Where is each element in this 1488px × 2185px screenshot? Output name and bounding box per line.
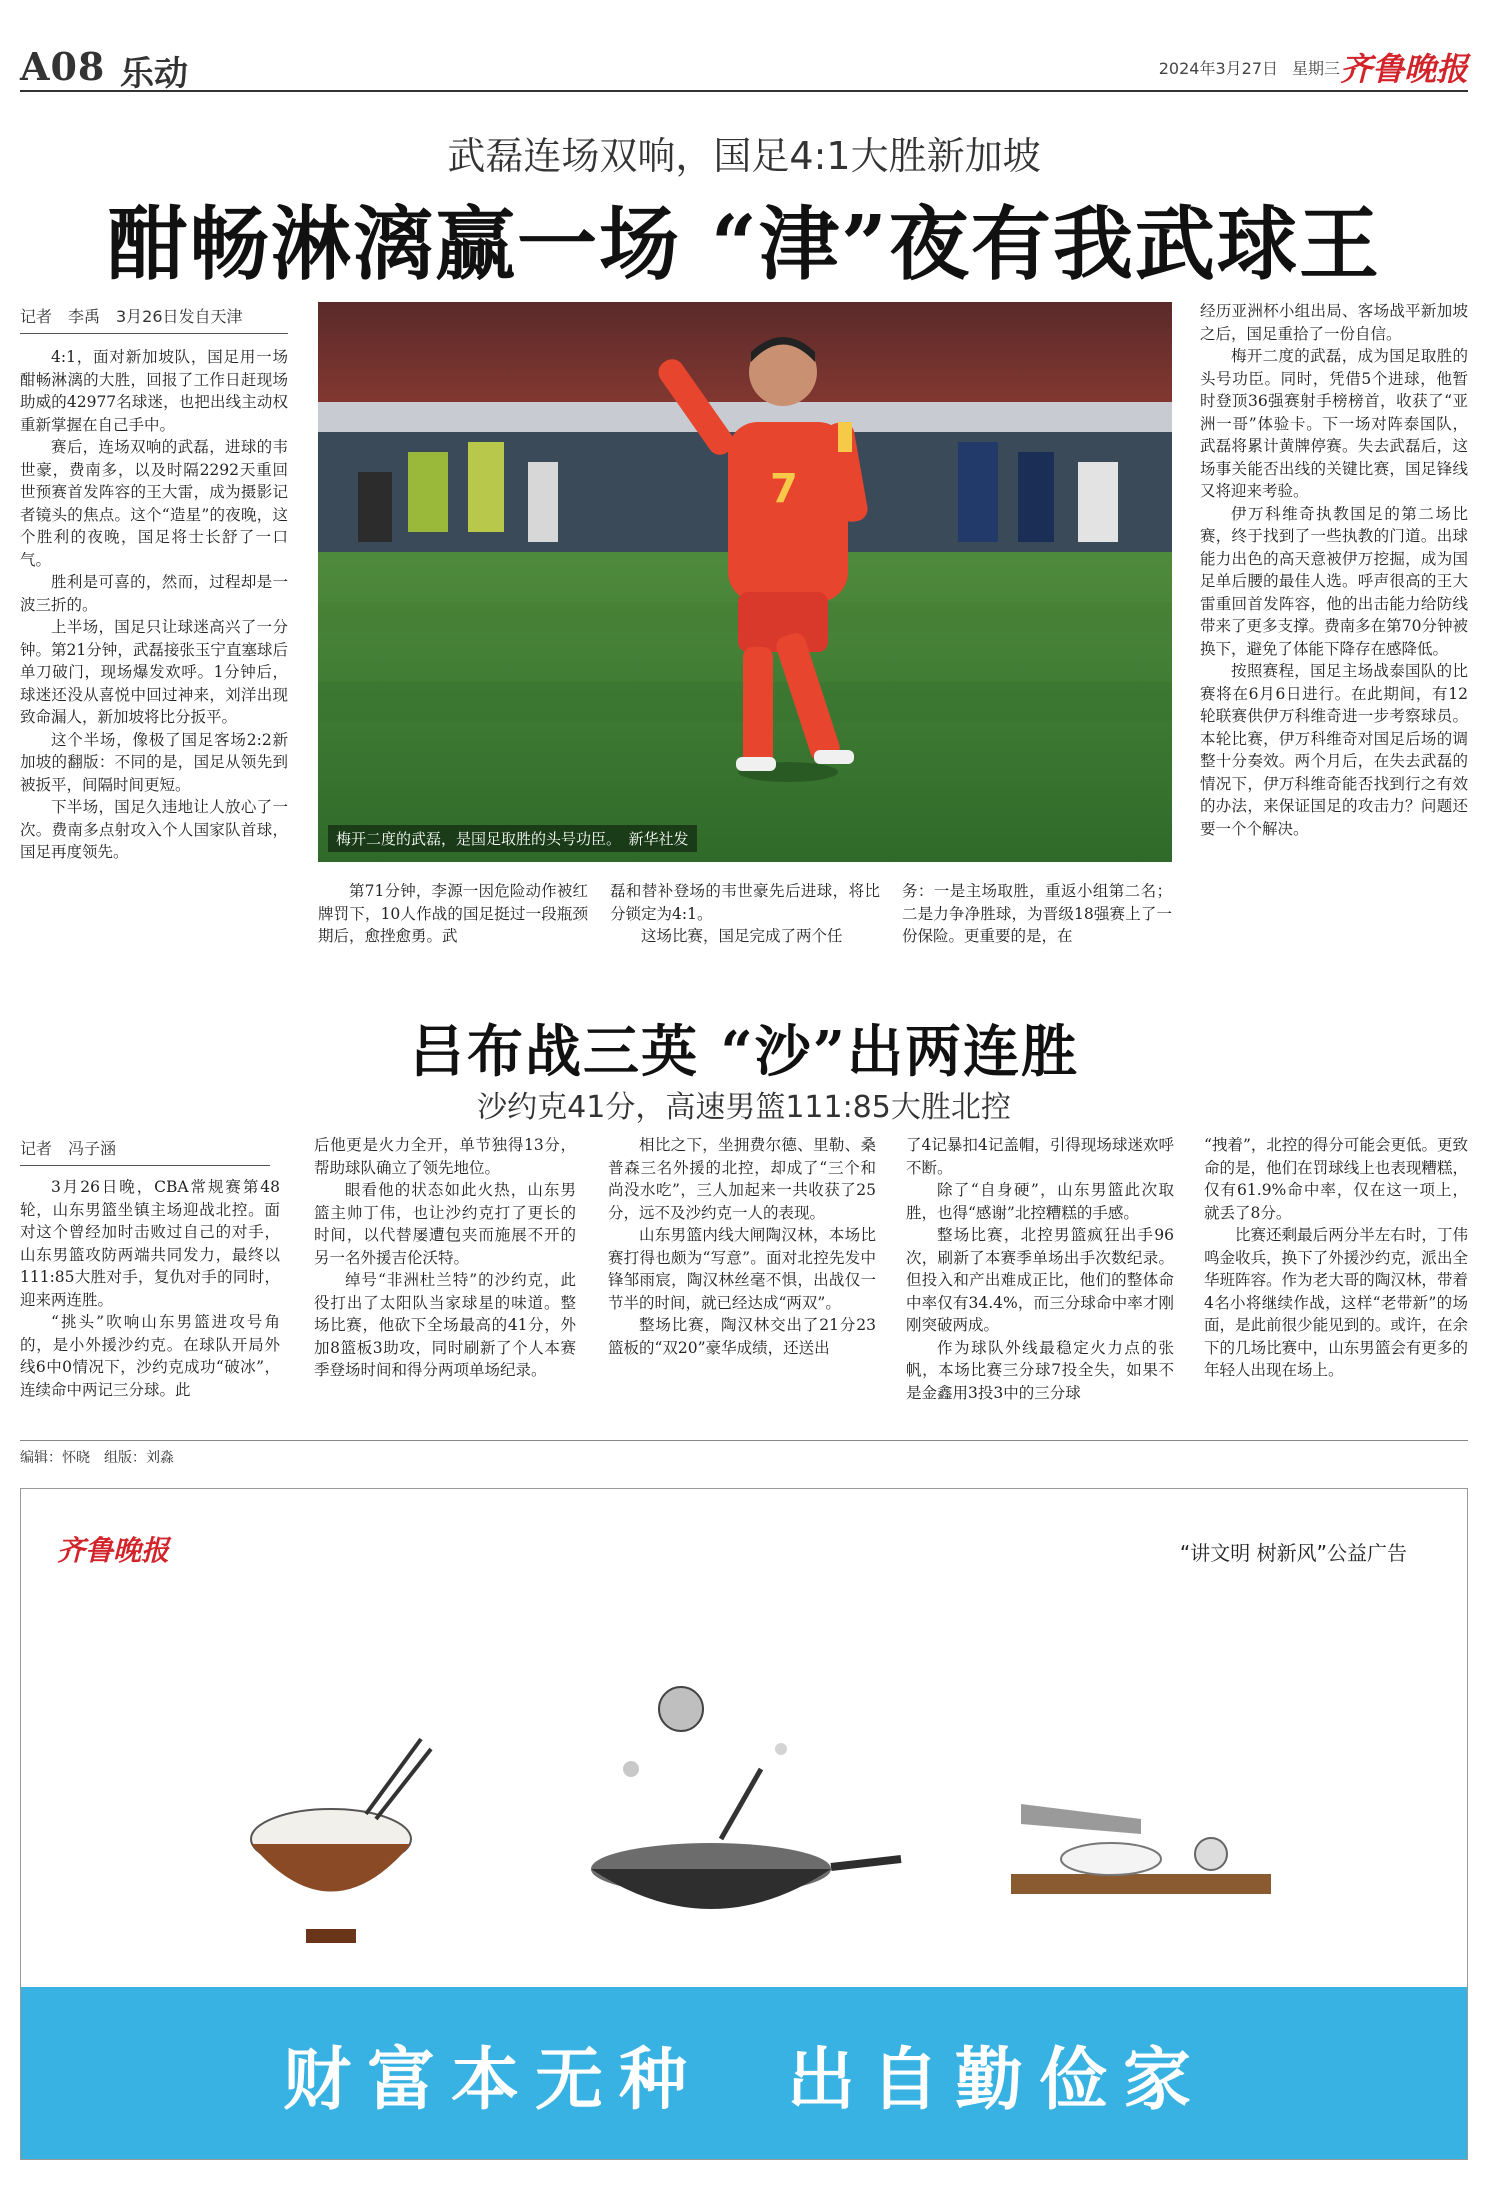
paragraph: 上半场，国足只让球迷高兴了一分钟。第21分钟，武磊接张玉宁直塞球后单刀破门，现场爆发欢呼。1分钟后，球迷还没从喜悦中回过神来，刘洋出现致命漏人，新加坡将比分扳平。 bbox=[20, 618, 288, 726]
football-player-photo bbox=[318, 302, 1172, 862]
photo-caption: 梅开二度的武磊，是国足取胜的头号功臣。 新华社发 bbox=[328, 825, 697, 852]
svg-text:7: 7 bbox=[770, 466, 798, 512]
story1-headline: 酣畅淋漓赢一场 “津”夜有我武球王 bbox=[107, 197, 1381, 291]
paragraph: 赛后，连场双响的武磊，进球的韦世豪，费南多，以及时隔2292天重回世预赛首发阵容的王大雷，成为摄影记者镜头的焦点。这个“造星”的夜晚，这个胜利的夜晚，国足将士长舒了一口气。 bbox=[20, 438, 288, 569]
newspaper-logo: 齐鲁晚报 bbox=[1339, 50, 1468, 88]
editors-credit: 编辑：怀晓 组版：刘淼 bbox=[20, 1450, 174, 1466]
story2-column-4 bbox=[906, 1134, 1174, 1404]
story1-column-2 bbox=[318, 880, 588, 948]
paragraph: 作为球队外线最稳定火力点的张帆，本场比赛三分球7投全失，如果不是金鑫用3投3中的三分球 bbox=[906, 1338, 1174, 1402]
story1-column-4 bbox=[902, 880, 1172, 948]
paragraph: 山东男篮内线大闸陶汉林，本场比赛打得也颇为“写意”。面对北控先发中锋邹雨宸，陶汉林丝毫不惧，出战仅一节半的时间，就已经达成“两双”。 bbox=[608, 1226, 876, 1312]
story2-subhead: 沙约克41分，高速男篮111:85大胜北控 bbox=[477, 1090, 1011, 1125]
paragraph: 整场比赛，北控男篮疯狂出手96次，刷新了本赛季单场出手次数纪录。但投入和产出难成正比，他们的整体命中率仅有34.4%，而三分球命中率才刚刚突破两成。 bbox=[906, 1226, 1174, 1334]
page-number: A08 bbox=[20, 44, 106, 89]
paragraph: 3月26日晚，CBA常规赛第48轮，山东男篮坐镇主场迎战北控。面对这个曾经加时击败过自己的对手，山东男篮攻防两端共同发力，最终以111:85大胜对手，复仇对手的同时，迎来两连胜。 bbox=[20, 1178, 280, 1309]
ad-slogan: 财富本无种 出自勤俭家 bbox=[282, 2040, 1207, 2120]
story1-column-3 bbox=[610, 880, 880, 948]
paragraph: 了4记暴扣4记盖帽，引得现场球迷欢呼不断。 bbox=[906, 1136, 1174, 1177]
story2-column-2 bbox=[314, 1134, 576, 1382]
ad-tagline: “讲文明 树新风”公益广告 bbox=[1179, 1541, 1407, 1565]
paragraph: 下半场，国足久违地让人放心了一次。费南多点射攻入个人国家队首球，国足再度领先。 bbox=[20, 798, 288, 861]
story2-column-3 bbox=[608, 1134, 876, 1359]
paragraph: 按照赛程，国足主场战泰国队的比赛将在6月6日进行。在此期间，有12轮联赛供伊万科维奇进一步考察球员。本轮比赛，伊万科维奇对国足后场的调整十分奏效。两个月后，在失去武磊的情况下，伊万科维奇能否找到行之有效的办法，来保证国足的攻击力？问题还要一个个解决。 bbox=[1200, 662, 1468, 838]
story2-byline: 记者 冯子涵 bbox=[20, 1136, 270, 1166]
paragraph: 相比之下，坐拥费尔德、里勒、桑普森三名外援的北控，却成了“三个和尚没水吃”，三人加起来一共收获了25分，远不及沙约克一人的表现。 bbox=[608, 1136, 876, 1222]
divider bbox=[20, 1440, 1468, 1441]
ad-newspaper-logo: 齐鲁晚报 bbox=[57, 1534, 170, 1567]
cutting-board-icon bbox=[1011, 1804, 1271, 1894]
paragraph: 除了“自身硬”，山东男篮此次取胜，也得“感谢”北控糟糕的手感。 bbox=[906, 1181, 1174, 1222]
section-name: 乐动 bbox=[120, 54, 188, 94]
paragraph: “挑头”吹响山东男篮进攻号角的，是小外援沙约克。在球队开局外线6中0情况下，沙约克成功“破冰”，连续命中两记三分球。此 bbox=[20, 1313, 280, 1399]
story1-byline: 记者 李禹 3月26日发自天津 bbox=[20, 304, 288, 334]
paragraph: 后他更是火力全开，单节独得13分，帮助球队确立了领先地位。 bbox=[314, 1136, 576, 1177]
rice-bowl-icon bbox=[251, 1739, 431, 1943]
story2-column-1 bbox=[20, 1176, 280, 1401]
paragraph: 伊万科维奇执教国足的第二场比赛，终于找到了一些执教的门道。出球能力出色的高天意被伊万挖掘，成为国足单后腰的最佳人选。呼声很高的王大雷重回首发阵容，他的出击能力给防线带来了更多支撑。费南多在第70分钟被换下，避免了体能下降存在感降低。 bbox=[1200, 504, 1468, 658]
paragraph: “拽着”，北控的得分可能会更低。更致命的是，他们在罚球线上也表现糟糕，仅有61.9%命中率，仅在这一项上，就丢了8分。 bbox=[1204, 1136, 1468, 1222]
ad-illustration bbox=[21, 1609, 1468, 1989]
paragraph: 梅开二度的武磊，成为国足取胜的头号功臣。同时，凭借5个进球，他暂时登顶36强赛射手榜榜首，收获了“亚洲一哥”体验卡。下一场对阵泰国队，武磊将累计黄牌停赛。失去武磊后，这场事关能否出线的关键比赛，国足锋线又将迎来考验。 bbox=[1200, 347, 1468, 500]
issue-weekday: 星期三 bbox=[1291, 59, 1340, 78]
paragraph: 胜利是可喜的，然而，过程却是一波三折的。 bbox=[20, 573, 288, 614]
paragraph: 务：一是主场取胜，重返小组第二名；二是力争净胜球，为晋级18强赛上了一份保险。更重要的是，在 bbox=[902, 882, 1172, 945]
paragraph: 眼看他的状态如此火热，山东男篮主帅丁伟，也让沙约克打了更长的时间，以代替屡遭包夹而施展不开的另一名外援吉伦沃特。 bbox=[314, 1181, 576, 1267]
story1-photo bbox=[318, 302, 1172, 862]
story1-column-1 bbox=[20, 346, 288, 864]
paragraph: 整场比赛，陶汉林交出了21分23篮板的“双20”豪华成绩，还送出 bbox=[608, 1316, 876, 1357]
paragraph: 第71分钟，李源一因危险动作被红牌罚下，10人作战的国足挺过一段瓶颈期后，愈挫愈勇。武 bbox=[318, 882, 588, 945]
story1-subhead: 武磊连场双响，国足4:1大胜新加坡 bbox=[447, 134, 1041, 178]
wok-icon bbox=[591, 1687, 901, 1909]
paragraph: 4:1，面对新加坡队，国足用一场酣畅淋漓的大胜，回报了工作日赶现场助威的42977名球迷，也把出线主动权重新掌握在自己手中。 bbox=[20, 348, 288, 434]
paragraph: 经历亚洲杯小组出局、客场战平新加坡之后，国足重拾了一份自信。 bbox=[1200, 302, 1468, 343]
paragraph: 绰号“非洲杜兰特”的沙约克，此役打出了太阳队当家球星的味道。整场比赛，他砍下全场最高的41分，外加8篮板3助攻，同时刷新了个人本赛季登场时间和得分两项单场纪录。 bbox=[314, 1271, 576, 1379]
story2-headline: 吕布战三英 “沙”出两连胜 bbox=[409, 1019, 1079, 1085]
public-service-ad bbox=[20, 1488, 1468, 2160]
story2-column-5 bbox=[1204, 1134, 1468, 1382]
issue-date: 2024年3月27日 bbox=[1158, 59, 1278, 78]
paragraph: 磊和替补登场的韦世豪先后进球，将比分锁定为4:1。 bbox=[610, 882, 880, 923]
paragraph: 这场比赛，国足完成了两个任 bbox=[641, 927, 843, 945]
paragraph: 这个半场，像极了国足客场2:2新加坡的翻版：不同的是，国足从领先到被扳平，间隔时间更短。 bbox=[20, 730, 288, 794]
story1-column-5 bbox=[1200, 300, 1468, 840]
paragraph: 比赛还剩最后两分半左右时，丁伟鸣金收兵，换下了外援沙约克，派出全华班阵容。作为老大哥的陶汉林，带着4名小将继续作战，这样“老带新”的场面，是此前很少能见到的。或许，在余下的几场比赛中，山东男篮会有更多的年轻人出现在场上。 bbox=[1204, 1226, 1468, 1379]
masthead bbox=[20, 40, 1468, 92]
